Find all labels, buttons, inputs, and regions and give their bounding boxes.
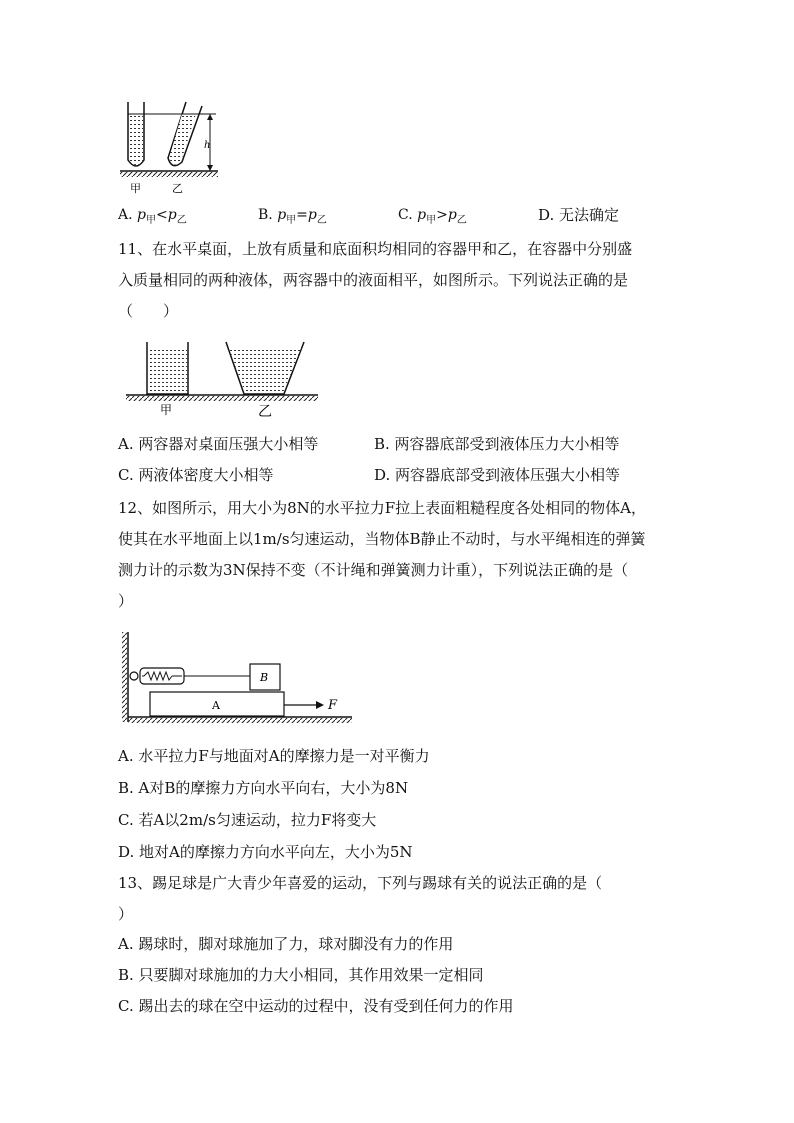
q11-stem-line-1: 11、在水平桌面，上放有质量和底面积均相同的容器甲和乙，在容器中分别盛 <box>118 240 633 258</box>
force-f-label: F <box>328 698 338 713</box>
block-b-label: B <box>260 671 269 684</box>
q12-option-b: B. A对B的摩擦力方向水平向右，大小为8N <box>118 779 409 797</box>
q13-option-a: A. 踢球时，脚对球施加了力，球对脚没有力的作用 <box>118 935 454 953</box>
h-label: h <box>204 140 211 151</box>
label-yi: 乙 <box>172 182 183 195</box>
q11-stem-line-3: （ ） <box>118 302 179 320</box>
q12-option-d: D. 地对A的摩擦力方向水平向左，大小为5N <box>118 843 413 861</box>
q11-option-d: D. 两容器底部受到液体压强大小相等 <box>374 466 621 484</box>
label-jia: 甲 <box>130 182 141 195</box>
q13-stem-line-2: ） <box>118 905 134 923</box>
q11-stem-line-2: 入质量相同的两种液体，两容器中的液面相平，如图所示。下列说法正确的是 <box>118 271 629 289</box>
q11-option-a: A. 两容器对桌面压强大小相等 <box>118 435 319 453</box>
q12-friction-figure <box>120 630 360 730</box>
q11-container-figure <box>122 338 342 418</box>
label-yi-11: 乙 <box>258 404 272 418</box>
label-jia-11: 甲 <box>160 403 173 417</box>
block-a-label: A <box>212 699 220 712</box>
q10-option-a: A. $p_甲<p_乙$ <box>118 207 187 226</box>
q12-option-c: C. 若A以2m/s匀速运动，拉力F将变大 <box>118 811 377 829</box>
q12-stem-line-3: 测力计的示数为3N保持不变（不计绳和弹簧测力计重），下列说法正确的是（ <box>118 561 629 579</box>
q12-stem-line-4: ） <box>118 592 134 610</box>
q11-option-b: B. 两容器底部受到液体压力大小相等 <box>374 435 620 453</box>
q12-stem-line-1: 12、如图所示，用大小为8N的水平拉力F拉上表面粗糙程度各处相同的物体A， <box>118 499 646 517</box>
q11-option-c: C. 两液体密度大小相等 <box>118 466 274 484</box>
q10-option-c: C. $p_甲>p_乙$ <box>398 207 467 226</box>
q10-test-tube-figure <box>118 96 228 196</box>
q13-option-b: B. 只要脚对球施加的力大小相同，其作用效果一定相同 <box>118 966 484 984</box>
q13-stem-line-1: 13、踢足球是广大青少年喜爱的运动，下列与踢球有关的说法正确的是（ <box>118 874 603 892</box>
q12-option-a: A. 水平拉力F与地面对A的摩擦力是一对平衡力 <box>118 747 430 765</box>
q12-stem-line-2: 使其在水平地面上以1m/s匀速运动，当物体B静止不动时，与水平绳相连的弹簧 <box>118 530 646 548</box>
q13-option-c: C. 踢出去的球在空中运动的过程中，没有受到任何力的作用 <box>118 997 514 1015</box>
q10-option-d: D. 无法确定 <box>538 206 620 224</box>
q10-option-b: B. $p_甲=p_乙$ <box>258 207 327 226</box>
